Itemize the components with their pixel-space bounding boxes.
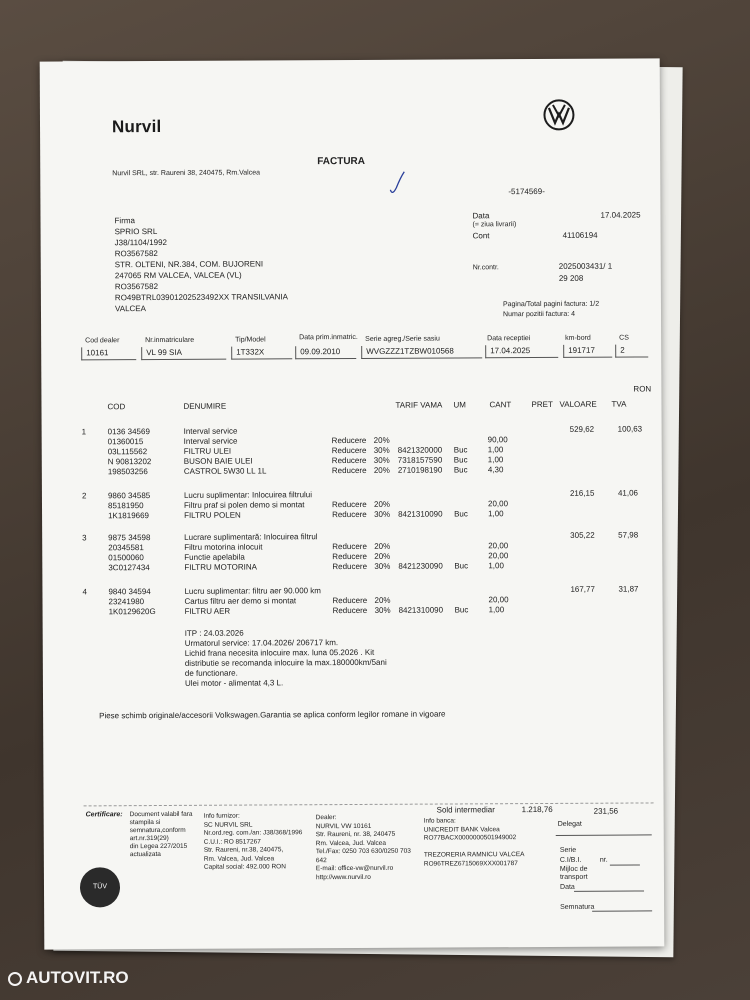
item-discount-pct: 30% (374, 605, 391, 615)
item-code: 03L115562 (107, 447, 148, 457)
item-description: Lucru suplimentar: filtru aer 90.000 km (184, 586, 321, 596)
account-label: Cont (472, 231, 490, 241)
item-discount-label: Reducere (331, 499, 367, 510)
vehicle-value: 09.09.2010 (295, 346, 356, 359)
item-quantity: 20,00 (488, 541, 509, 551)
item-tariff: 7318157590 (397, 455, 443, 465)
bank-line: Info banca: (423, 817, 456, 825)
client-line: 247065 RM VALCEA, VALCEA (VL) (114, 270, 242, 281)
col-header-tva: TVA (611, 399, 627, 409)
cert-line: art.nr.319(29) (129, 834, 169, 843)
invoice-page (40, 58, 665, 949)
item-quantity: 1,00 (487, 445, 504, 455)
supplier-info (204, 812, 303, 872)
supplier-line: C.U.I.: RO 8517267 (203, 837, 261, 846)
subtotal-value: 1.218,76 (521, 804, 553, 815)
bank-line: RO96TREZ6715069XXX001787 (423, 859, 518, 868)
document-title: FACTURA (317, 155, 366, 168)
item-quantity: 1,00 (488, 605, 505, 615)
item-number: 2 (81, 491, 87, 501)
item-tariff: 8421310090 (398, 605, 444, 615)
item-tva: 41,06 (617, 488, 639, 498)
item-discount-pct: 30% (373, 445, 390, 455)
supplier-line: Info furnizor: (203, 812, 240, 820)
item-number: 1 (81, 427, 87, 437)
check-mark-icon (388, 170, 408, 196)
item-description: FILTRU ULEI (183, 446, 232, 456)
supplier-line: SC NURVIL SRL (203, 821, 253, 829)
supplier-line: Rm. Valcea, Jud. Valcea (203, 854, 275, 863)
col-header-pret: PRET (531, 399, 553, 410)
date-note: (= ziua livrarii) (472, 221, 517, 229)
col-header-um: UM (453, 400, 466, 410)
item-code: 85181950 (107, 501, 144, 511)
cert-line: stampila si (129, 819, 161, 827)
position-count: Numar pozitii factura: 4 (502, 310, 576, 319)
page-count: Pagina/Total pagini factura: 1/2 (502, 300, 600, 309)
dealer-line: E-mail: office-vw@nurvil.ro (315, 864, 394, 873)
item-description: Filtru praf si polen demo si montat (183, 500, 305, 510)
item-quantity: 20,00 (487, 499, 509, 509)
note-line: Lichid frana necesita inlocuire max. luna 05.2026 . Kit (184, 647, 375, 658)
item-description: Lucrare suplimentară: Inlocuirea filtrul (184, 532, 318, 542)
item-description: BUSON BAIE ULEI (183, 456, 253, 466)
supplier-line: Str. Raureni, nr.38, 240475, (203, 846, 284, 854)
cert-text (130, 811, 193, 859)
item-discount-label: Reducere (332, 551, 367, 562)
note-line: Ulei motor - alimentat 4,3 L. (184, 678, 284, 688)
item-code: 01500060 (108, 553, 144, 563)
vehicle-header: Tip/Model (235, 336, 266, 344)
vehicle-value: 2 (615, 344, 648, 357)
note-line: ITP : 24.03.2026 (184, 628, 244, 638)
item-discount-label: Reducere (332, 605, 368, 616)
col-header-denumire: DENUMIRE (183, 401, 227, 411)
item-value: 305,22 (570, 530, 595, 540)
subtotal-label: Sold intermediar (436, 805, 495, 815)
item-tva: 57,98 (618, 530, 639, 540)
vehicle-header: Serie agreg./Serie sasiu (365, 335, 440, 343)
signature-line (592, 910, 652, 911)
vehicle-header: CS (619, 334, 629, 342)
company-logo: Nurvil (111, 116, 162, 137)
transport-label (560, 866, 588, 882)
client-line: RO3567582 (114, 282, 159, 292)
date-value: 17.04.2025 (600, 210, 641, 220)
item-discount-pct: 30% (374, 509, 391, 519)
item-discount-pct: 20% (373, 499, 391, 509)
transport-line: transport (559, 873, 588, 881)
footer-divider (84, 802, 654, 806)
delegate-line (556, 834, 652, 836)
item-discount-pct: 20% (374, 595, 391, 605)
vw-logo-icon (543, 99, 575, 131)
dealer-line: Str. Raureni, nr. 38, 240475 (315, 830, 396, 839)
note-line: distributie se recomanda inlocuire la max.180000km/5ani (184, 657, 387, 668)
subtotal-tva: 231,56 (593, 806, 619, 816)
item-tariff: 8421310090 (398, 509, 443, 519)
item-code: N 90813202 (107, 457, 152, 467)
item-code: 198503256 (107, 467, 148, 477)
item-quantity: 1,00 (488, 509, 504, 519)
item-value: 216,15 (569, 488, 595, 498)
series-label: Serie (559, 846, 577, 854)
item-discount-pct: 30% (374, 561, 391, 571)
item-discount-pct: 20% (374, 551, 391, 561)
cert-line: semnatura,conform (129, 826, 186, 835)
id-label: C.I/B.I. (559, 856, 582, 864)
col-header-tarif: TARIF VAMA (395, 400, 443, 410)
item-quantity: 4,30 (487, 465, 504, 475)
item-discount-label: Reducere (332, 561, 368, 572)
dealer-line: http://www.nurvil.ro (315, 873, 371, 881)
bank-line: RO77BACX0000000501949002 (423, 834, 517, 842)
vehicle-header: Data prim.inmatric. (299, 333, 358, 342)
date-sign-line (574, 890, 644, 891)
item-discount-pct: 20% (373, 435, 390, 445)
vehicle-header: km-bord (565, 334, 591, 342)
item-discount-label: Reducere (331, 455, 367, 466)
item-description: Interval service (183, 436, 238, 446)
tuv-seal-icon (80, 867, 120, 907)
col-header-cod: COD (107, 402, 126, 412)
item-tariff: 2710198190 (397, 465, 443, 475)
vehicle-value: WVGZZZ1TZBW010568 (361, 345, 482, 359)
contract-value: 2025003431/ 1 (558, 261, 613, 271)
supplier-line: Capital social: 492.000 RON (203, 863, 286, 871)
cert-label: Certificare: (85, 811, 123, 819)
delegate-label: Delegat (557, 820, 582, 828)
contract-value-2: 29 208 (558, 273, 584, 283)
item-tariff: 8421230090 (398, 561, 443, 571)
item-description: FILTRU MOTORINA (184, 562, 257, 572)
item-discount-label: Reducere (331, 445, 367, 456)
dealer-line: Dealer: (315, 814, 337, 822)
bank-line: UNICREDIT BANK Valcea (423, 825, 500, 834)
item-quantity: 20,00 (488, 595, 509, 605)
item-code: 23241980 (108, 597, 145, 607)
item-value: 529,62 (569, 424, 595, 434)
cert-line: Document valabil fara (129, 810, 193, 819)
dealer-line: NURVIL VW 10161 (315, 822, 372, 830)
nr-line (610, 864, 640, 865)
item-code: 1K0129620G (108, 607, 156, 617)
company-address: Nurvil SRL, str. Raureni 38, 240475, Rm.Valcea (112, 169, 261, 178)
item-discount-pct: 20% (373, 465, 390, 475)
item-tariff: 8421320000 (397, 445, 443, 455)
item-discount-label: Reducere (332, 509, 367, 520)
client-line: SPRIO SRL (114, 227, 158, 237)
vehicle-value: 1T332X (231, 346, 292, 359)
vehicle-header: Data receptiei (487, 335, 531, 343)
item-discount-pct: 20% (374, 541, 391, 551)
bank-line: TREZORERIA RAMNICU VALCEA (423, 851, 525, 859)
document-number: -5174569- (508, 186, 545, 197)
date-sign-label: Data (559, 883, 575, 891)
transport-line: Mijloc de (559, 865, 588, 873)
item-code: 9860 34585 (107, 491, 151, 501)
disclaimer: Piese schimb originale/accesorii Volkswagen.Garantia se aplica conform legilor romane in vigoare (99, 709, 446, 721)
service-notes (185, 628, 387, 689)
item-code: 01360015 (107, 437, 144, 447)
item-quantity: 1,00 (487, 455, 504, 465)
client-line: STR. OLTENI, NR.384, COM. BUJORENI (114, 259, 264, 270)
item-discount-label: Reducere (332, 541, 367, 552)
item-discount-label: Reducere (331, 465, 367, 476)
item-code: 20345581 (108, 543, 144, 553)
supplier-line: Nr.ord.reg. com./an: J38/368/1996 (203, 829, 303, 837)
bank-info (424, 817, 525, 869)
vehicle-header: Nr.inmatriculare (145, 336, 195, 345)
item-tva: 100,63 (617, 424, 643, 434)
date-label: Data (472, 211, 490, 221)
item-quantity: 1,00 (488, 561, 504, 571)
client-block (115, 225, 288, 314)
site-watermark (8, 968, 129, 988)
item-description: Cartus filtru aer demo si montat (184, 596, 297, 606)
note-line: Urmatorul service: 17.04.2026/ 206717 km. (184, 638, 339, 648)
cert-line: din Legea 227/2015 (129, 842, 188, 851)
client-line: RO49BTRL03901202523492XX TRANSILVANIA (114, 292, 288, 303)
autovit-logo-icon (8, 972, 22, 986)
cert-line: actualizata (129, 851, 161, 859)
item-discount-label: Reducere (332, 595, 368, 606)
item-unit: Buc (453, 465, 468, 475)
tuv-text: TÜV (92, 883, 108, 891)
client-line: RO3567582 (114, 249, 158, 259)
item-code: 0136 34569 (107, 427, 150, 437)
dealer-line: 642 (315, 856, 327, 864)
item-code: 3C0127434 (108, 563, 150, 573)
item-number: 3 (82, 533, 87, 543)
dealer-info (316, 814, 411, 882)
item-number: 4 (82, 587, 87, 597)
item-unit: Buc (454, 561, 469, 571)
client-label: Firma (114, 216, 135, 226)
dealer-line: Rm. Valcea, Jud. Valcea (315, 839, 387, 847)
item-value: 167,77 (570, 584, 595, 594)
item-unit: Buc (454, 509, 468, 519)
dealer-line: Tel./Fax: 0250 703 630/0250 703 (315, 847, 411, 856)
item-discount-label: Reducere (331, 435, 367, 446)
vehicle-value: VL 99 SIA (141, 347, 226, 360)
item-description: CASTROL 5W30 LL 1L (183, 466, 267, 476)
contract-label: Nr.contr. (472, 264, 499, 272)
item-description: Interval service (183, 426, 238, 436)
item-tva: 31,87 (618, 584, 639, 594)
item-quantity: 90,00 (487, 435, 508, 445)
signature-label: Semnatura (560, 903, 595, 911)
item-description: Filtru motorina inlocuit (184, 542, 263, 552)
nr-label: nr. (599, 856, 608, 864)
item-code: 9875 34598 (108, 533, 151, 543)
vehicle-value: 191717 (563, 345, 612, 358)
account-value: 41106194 (562, 230, 598, 240)
col-header-cant: CANT (489, 400, 512, 410)
item-description: Lucru suplimentar: Inlocuirea filtrului (183, 490, 313, 500)
item-code: 1K1819669 (108, 511, 150, 521)
note-line: de functionare. (184, 668, 238, 678)
col-header-valoare: VALOARE (559, 399, 597, 409)
item-unit: Buc (453, 445, 468, 455)
item-unit: Buc (453, 455, 468, 465)
vehicle-value: 17.04.2025 (485, 345, 558, 358)
item-description: Functie apelabila (184, 552, 245, 562)
item-unit: Buc (454, 605, 469, 615)
watermark-text: AUTOVIT.RO (26, 968, 129, 987)
item-description: FILTRU AER (184, 606, 231, 616)
item-code: 9840 34594 (108, 587, 151, 597)
vehicle-header: Cod dealer (85, 337, 120, 345)
client-line: VALCEA (114, 304, 146, 314)
item-description: FILTRU POLEN (184, 510, 241, 520)
item-discount-pct: 30% (373, 455, 390, 465)
vehicle-value: 10161 (81, 347, 136, 360)
client-line: J38/1104/1992 (114, 237, 167, 248)
currency: RON (633, 384, 652, 394)
item-quantity: 20,00 (488, 551, 509, 561)
